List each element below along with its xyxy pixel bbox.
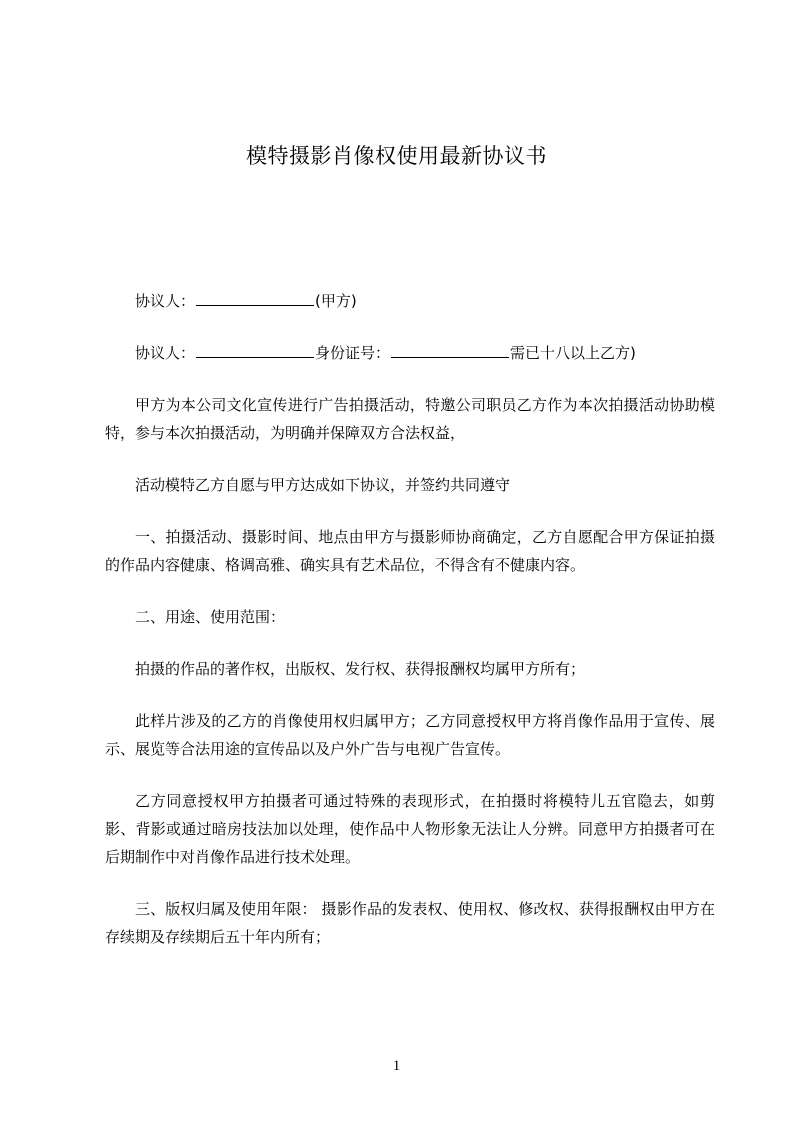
party-b-id-label: 身份证号： (315, 344, 391, 362)
party-a-suffix: (甲方) (315, 292, 357, 310)
paragraph-agreement: 活动模特乙方自愿与甲方达成如下协议，并签约共同遵守 (135, 476, 511, 494)
paragraph-intro: 甲方为本公司文化宣传进行广告拍摄活动，特邀公司职员乙方作为本次拍摄活动协助模特，参与本次拍摄活动，为明确并保障双方合法权益， (105, 396, 715, 442)
party-a-label: 协议人： (135, 292, 196, 310)
party-b-suffix: 需已十八以上乙方) (510, 344, 636, 362)
party-b-line (105, 339, 715, 367)
clause-two-portrait-rights: 此样片涉及的乙方的肖像使用权归属甲方；乙方同意授权甲方将肖像作品用于宣传、展示、展览等合法用途的宣传品以及户外广告与电视广告宣传。 (105, 712, 715, 758)
party-b-label: 协议人： (135, 344, 196, 362)
party-a-name-blank (196, 291, 314, 306)
clause-three: 三、版权归属及使用年限： 摄影作品的发表权、使用权、修改权、获得报酬权由甲方在存续期及存续期后五十年内所有； (105, 900, 715, 946)
page-number: 1 (392, 1058, 401, 1074)
party-a-line (105, 287, 715, 315)
clause-one: 一、拍摄活动、摄影时间、地点由甲方与摄影师协商确定，乙方自愿配合甲方保证拍摄的作品内容健康、格调高雅、确实具有艺术品位，不得含有不健康内容。 (105, 528, 715, 574)
clause-two-heading: 二、用途、使用范围： (135, 608, 286, 626)
party-b-name-blank (196, 343, 314, 358)
clause-two-copyright: 拍摄的作品的著作权，出版权、发行权、获得报酬权均属甲方所有； (135, 660, 586, 678)
clause-two-special-form: 乙方同意授权甲方拍摄者可通过特殊的表现形式，在拍摄时将模特儿五官隐去，如剪影、背影或通过暗房技法加以处理，使作品中人物形象无法让人分辨。同意甲方拍摄者可在后期制作中对肖像作品进行技术处理。 (105, 792, 715, 866)
party-b-id-blank (391, 343, 509, 358)
document-title: 模特摄影肖像权使用最新协议书 (246, 144, 547, 168)
document-body (105, 287, 715, 951)
